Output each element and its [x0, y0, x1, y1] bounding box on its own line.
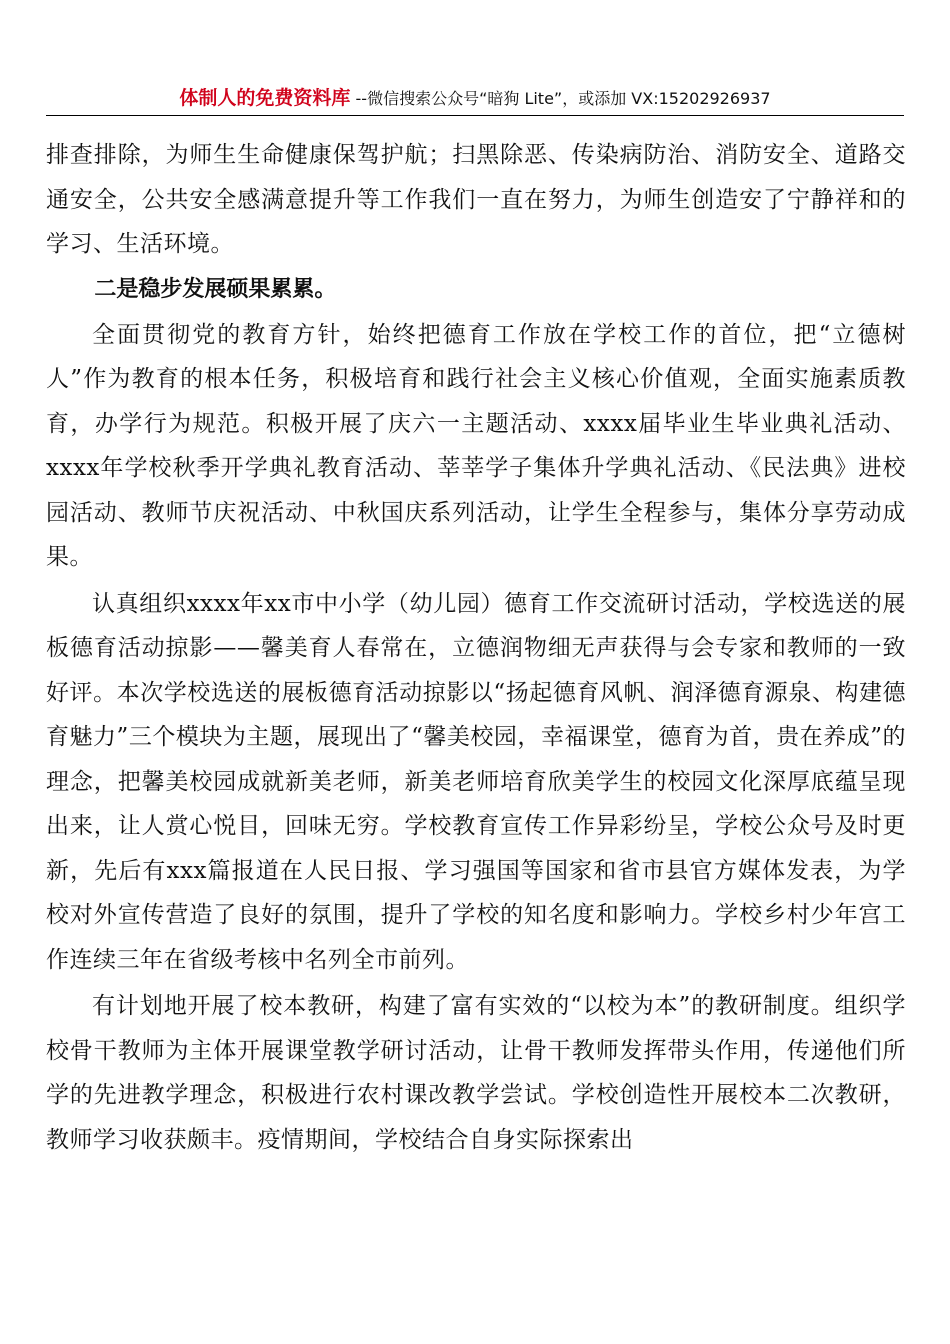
section-heading: 二是稳步发展硕果累累。 [94, 276, 337, 302]
paragraph-exchange-activity: 认真组织xxxx年xx市中小学（幼儿园）德育工作交流研讨活动，学校选送的展板德育活动掠影——馨美育人春常在，立德润物细无声获得与会专家和教师的一致好评。本次学校选送的展板德育活动掠影以“扬起德育风帆、润泽德育源泉、构建德育魅力”三个模块为主题，展现出了“馨美校园，幸福课堂，德育为首，贵在养成”的理念，把馨美校园成就新美老师，新美老师培育欣美学生的校园文化深厚底蕴呈现出来，让人赏心悦目，回味无穷。学校教育宣传工作异彩纷呈，学校公众号及时更新，先后有xxx篇报道在人民日报、学习强国等国家和省市县官方媒体发表，为学校对外宣传营造了良好的氛围，提升了学校的知名度和影响力。学校乡村少年宫工作连续三年在省级考核中名列全市前列。 [46, 590, 906, 973]
paragraph-continuation: 排查排除，为师生生命健康保驾护航；扫黑除恶、传染病防治、消防安全、道路交通安全，公共安全感满意提升等工作我们一直在努力，为师生创造安了宁静祥和的学习、生活环境。 [46, 142, 906, 257]
header-divider [46, 115, 904, 116]
header-contact-info: --微信搜索公众号“暗狗 Lite”，或添加 VX:15202926937 [350, 89, 771, 108]
document-body [46, 133, 906, 1162]
paragraph-moral-education: 全面贯彻党的教育方针，始终把德育工作放在学校工作的首位，把“立德树人”作为教育的根本任务，积极培育和践行社会主义核心价值观，全面实施素质教育，办学行为规范。积极开展了庆六一主题活动、xxxx届毕业生毕业典礼活动、xxxx年学校秋季开学典礼教育活动、莘莘学子集体升学典礼活动、《民法典》进校园活动、教师节庆祝活动、中秋国庆系列活动，让学生全程参与，集体分享劳动成果。 [46, 321, 906, 570]
page-header [0, 83, 950, 110]
header-brand: 体制人的免费资料库 [179, 87, 351, 109]
paragraph-school-research: 有计划地开展了校本教研，构建了富有实效的“以校为本”的教研制度。组织学校骨干教师为主体开展课堂教学研讨活动，让骨干教师发挥带头作用，传递他们所学的先进教学理念，积极进行农村课改教学尝试。学校创造性开展校本二次教研，教师学习收获颇丰。疫情期间，学校结合自身实际探索出 [46, 993, 906, 1153]
